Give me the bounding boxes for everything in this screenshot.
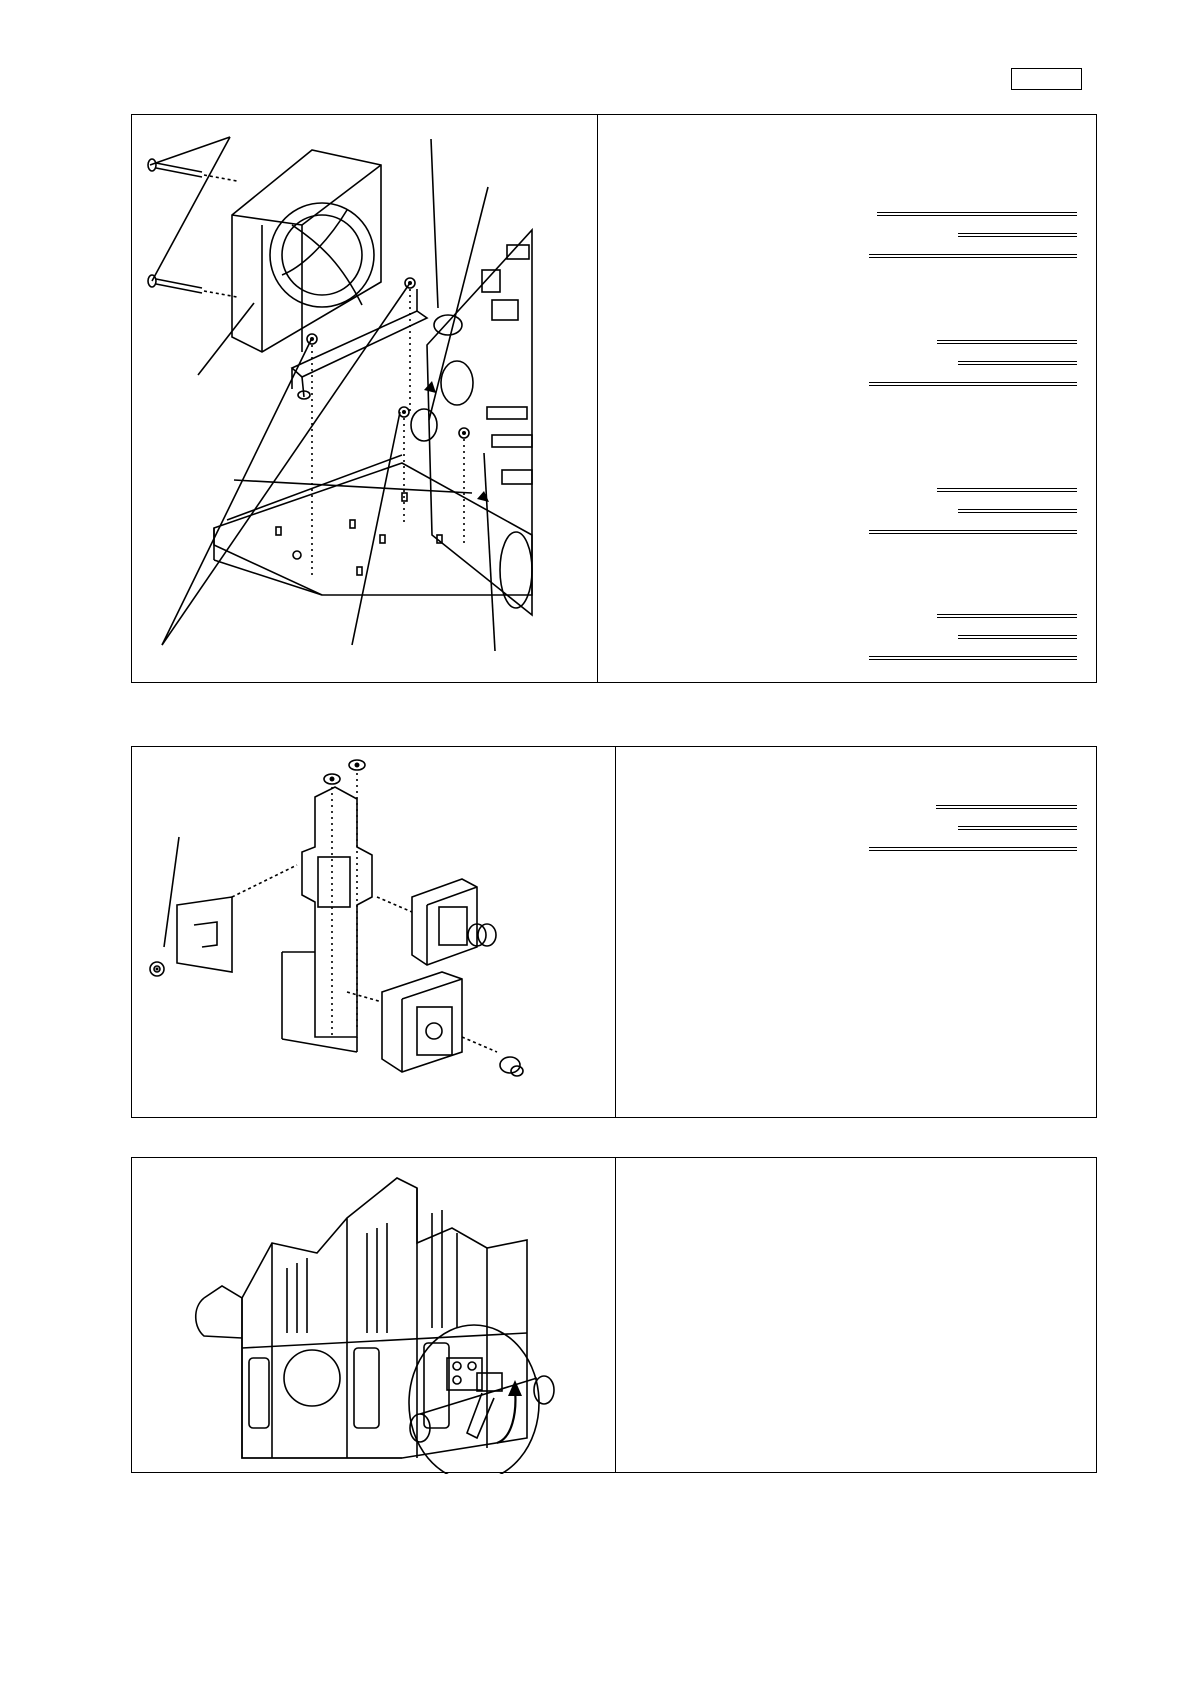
panel-divider — [615, 747, 616, 1117]
panel-divider — [615, 1158, 616, 1472]
rule-line — [936, 805, 1077, 809]
page-number-box — [1011, 68, 1082, 90]
rule-line — [877, 212, 1077, 216]
rule-line — [958, 361, 1077, 365]
rule-line — [937, 614, 1077, 618]
switch-bracket-exploded-view — [132, 747, 615, 1119]
rule-line — [958, 826, 1077, 830]
panel-switch-bracket — [131, 746, 1097, 1118]
rule-line — [937, 488, 1077, 492]
panel-divider — [597, 115, 598, 682]
rule-line — [869, 656, 1077, 660]
fan-bracket-exploded-view — [132, 115, 597, 684]
rule-line — [958, 233, 1077, 237]
rule-line — [869, 382, 1077, 386]
rule-line — [937, 340, 1077, 344]
panel-fan-removal — [131, 114, 1097, 683]
rule-line — [958, 509, 1077, 513]
rule-line — [869, 847, 1077, 851]
rule-line — [958, 635, 1077, 639]
heatsink-clip-detail-view — [132, 1158, 615, 1474]
rule-line — [869, 254, 1077, 258]
panel-heatsink-clip — [131, 1157, 1097, 1473]
rule-line — [869, 530, 1077, 534]
